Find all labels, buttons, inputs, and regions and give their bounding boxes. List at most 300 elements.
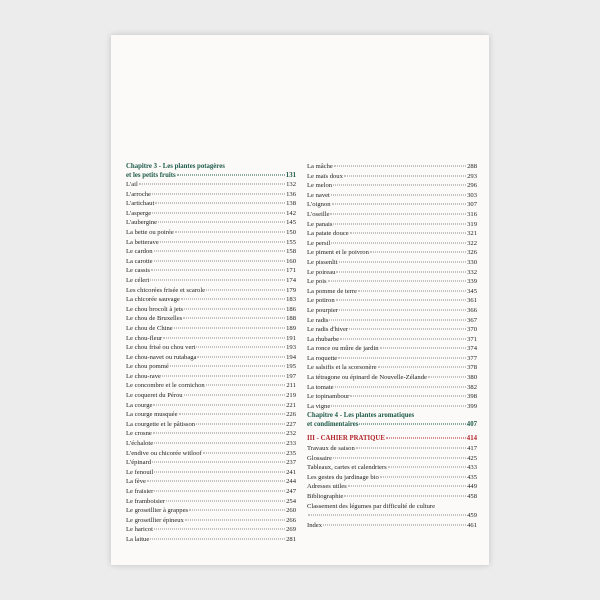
dot-leader [206,385,286,386]
dot-leader [183,318,285,319]
toc-entry [307,268,477,278]
dot-leader [329,319,466,320]
toc-entry [307,363,477,373]
dot-leader [340,338,466,339]
toc-entry-title: L'échalote [126,440,154,448]
toc-entry-page: 367 [467,316,477,324]
index-entry [307,521,477,531]
dot-leader [154,491,285,492]
dot-leader [388,467,466,468]
toc-entry [307,210,477,220]
dot-leader [181,299,285,300]
toc-entry-title: Le poireau [307,268,336,276]
toc-entry [126,238,296,248]
toc-entry [307,383,477,393]
dot-leader [196,423,285,424]
toc-entry [126,506,296,516]
toc-entry [307,335,477,345]
toc-entry [126,266,296,276]
toc-entry [126,381,296,391]
toc-entry-page: 266 [286,516,296,524]
toc-entry-page: 189 [286,324,296,332]
toc-entry-title: Le chou de Chine [126,324,173,332]
dot-leader [428,377,466,378]
toc-entry-page: 260 [286,507,296,515]
dot-leader [348,486,466,487]
toc-entry-page: 316 [467,210,477,218]
dot-leader [338,357,466,358]
toc-entry [126,334,296,344]
toc-entry [126,228,296,238]
toc-entry [307,181,477,191]
toc-entry-title: L'artichaut [126,200,155,208]
toc-entry-page: 361 [467,297,477,305]
dot-leader [151,270,285,271]
toc-entry-title: L'épinard [126,459,151,467]
toc-left-items [126,180,296,545]
toc-entry-page: 319 [467,220,477,228]
dot-leader [189,510,285,511]
toc-entry-title: La courge musquée [126,411,178,419]
toc-entry [307,316,477,326]
toc-entry-title: Le persil [307,239,331,247]
toc-entry-page: 303 [467,191,477,199]
toc-entry-title: Adresses utiles [307,483,347,491]
toc-entry-page: 247 [286,488,296,495]
toc-entry-title: Le concombre et le cornichon [126,382,205,390]
toc-entry-page: 183 [286,296,296,304]
toc-entry-page: 221 [286,401,296,409]
toc-entry-page: 269 [286,526,296,534]
toc-entry-page: 227 [286,420,296,428]
dot-leader [344,175,466,176]
toc-entry-title: Le groseillier épineux [126,516,184,524]
toc-entry-page: 194 [286,353,296,361]
toc-entry-title: L'aubergine [126,219,158,227]
toc-entry-page: 380 [467,374,477,382]
toc-entry [307,482,477,492]
toc-entry-title: Le piment et le poivron [307,249,369,257]
toc-entry [126,487,296,497]
toc-entry [126,439,296,449]
classement-page: 459 [467,512,477,520]
toc-entry-page: 136 [286,190,296,198]
toc-entry-title: Les chicorées frisée et scarole [126,286,206,294]
toc-entry-page: 233 [286,440,296,448]
toc-entry-title: La tomate [307,383,334,391]
toc-entry-title: Le melon [307,182,333,190]
dot-leader [170,366,285,367]
toc-entry [307,306,477,316]
toc-entry-title: La pomme de terre [307,287,357,295]
toc-entry-page: 433 [467,464,477,472]
toc-entry-page: 193 [286,344,296,352]
toc-entry [307,373,477,383]
toc-entry-page: 241 [286,468,296,476]
toc-entry-title: La carotte [126,257,153,265]
toc-entry-page: 330 [467,258,477,266]
toc-entry [126,458,296,468]
toc-entry [307,258,477,268]
toc-entry-title: Le chou frisé ou chou vert [126,344,196,352]
toc-entry [126,477,296,487]
toc-entry-title: Le chou-rave [126,372,161,380]
dot-leader [162,375,285,376]
toc-entry-page: 374 [467,345,477,353]
toc-entry-title: L'oignon [307,201,331,209]
toc-entry [307,191,477,201]
toc-entry-title: Le chou-navet ou rutabaga [126,353,197,361]
toc-entry-title: La ronce ou mûre de jardin [307,345,379,353]
toc-entry-title: Le pissenlit [307,258,338,266]
section-cahier-pratique [307,434,477,444]
toc-entry-title: La bette ou poirée [126,228,174,236]
toc-entry-page: 435 [467,473,477,481]
toc-entry-page: 449 [467,483,477,491]
toc-entry-page: 322 [467,239,477,247]
chapter-4-title-line1: Chapitre 4 - Les plantes aromatiques [307,412,415,420]
toc-entry-title: La laitue [126,535,150,543]
toc-entry-page: 150 [286,228,296,236]
dot-leader [153,433,285,434]
toc-entry-title: La rhubarbe [307,335,340,343]
toc-entry-title: La courgette et le pâtisson [126,420,196,428]
dot-leader [378,367,467,368]
toc-entry [126,516,296,526]
toc-entry [307,492,477,502]
toc-entry [126,295,296,305]
dot-leader [359,424,465,425]
toc-entry-title: Le radis d'hiver [307,326,349,334]
toc-entry-title: Le maïs doux [307,172,343,180]
toc-entry-page: 458 [467,493,477,500]
toc-entry-page: 132 [286,181,296,188]
toc-entry-title: Le fraisier [126,488,154,495]
toc-entry [307,239,477,249]
toc-entry-title: Le haricot [126,526,153,534]
toc-entry-title: Travaux de saison [307,445,355,453]
dot-leader [174,327,285,328]
dot-leader [350,233,466,234]
chapter-4-page: 407 [466,421,477,429]
classement-title: Classement des légumes par difficulté de culture [307,502,436,510]
toc-entry-page: 288 [467,163,477,170]
toc-entry-title: Bibliographie [307,493,344,500]
toc-entry [126,276,296,286]
toc-entry-title: Le coqueret du Pérou [126,392,183,400]
dot-leader [154,471,285,472]
toc-entry-page: 211 [286,382,296,390]
toc-entry-title: La betterave [126,238,159,246]
toc-entry-title: La roquette [307,354,338,362]
toc-entry [307,392,477,402]
dot-leader [308,515,466,516]
toc-entry-page: 398 [467,393,477,401]
index-title: Index [307,521,323,529]
dot-leader [335,386,467,387]
toc-entry-page: 382 [467,383,477,391]
dot-leader [203,452,285,453]
toc-entry-page: 179 [286,286,296,294]
toc-entry [126,429,296,439]
dot-leader [177,175,285,176]
toc-entry [126,324,296,334]
dot-leader [179,414,286,415]
dot-leader [339,309,466,310]
index-page: 461 [467,521,477,529]
toc-entry-title: L'asperge [126,209,152,217]
dot-leader [331,194,466,195]
classement-entry [307,511,477,521]
toc-entry-page: 142 [286,209,296,217]
toc-entry-page: 191 [286,334,296,342]
dot-leader [334,166,466,167]
toc-entry-title: Le radis [307,316,329,324]
toc-entry [126,218,296,228]
dot-leader [330,213,466,214]
dot-leader [333,457,466,458]
toc-entry-page: 188 [286,315,296,323]
dot-leader [166,500,285,501]
toc-entry-title: Le topinambour [307,393,350,401]
dot-leader [380,348,467,349]
toc-entry-title: Le chou pommé [126,363,169,371]
section-title: III - CAHIER PRATIQUE [307,435,385,443]
toc-entry-page: 293 [467,172,477,180]
dot-leader [147,481,285,482]
chapter-3-page: 131 [285,172,296,179]
toc-entry-title: Glossaire [307,454,332,462]
toc-entry-page: 321 [467,230,477,238]
toc-entry [307,444,477,454]
toc-entry [126,286,296,296]
toc-entry-page: 339 [467,278,477,286]
toc-entry-title: Le framboisier [126,497,165,505]
toc-entry-title: Le potiron [307,297,335,305]
toc-entry-page: 377 [467,354,477,362]
dot-leader [206,289,285,290]
toc-entry-page: 171 [286,267,296,275]
toc-entry-page: 160 [286,257,296,265]
toc-entry-page: 366 [467,306,477,314]
chapter-3-title-line2: et les petits fruits [126,172,176,179]
chapter-4-entry [307,420,477,429]
toc-entry [126,353,296,363]
toc-entry [307,354,477,364]
toc-entry-page: 254 [286,497,296,505]
toc-entry-page: 226 [286,411,296,419]
toc-entry-title: Le chou de Bruxelles [126,315,183,323]
toc-entry-title: Le navet [307,191,330,199]
dot-leader [153,404,285,405]
toc-entry-page: 371 [467,335,477,343]
toc-entry [307,162,477,172]
dot-leader [152,212,285,213]
toc-entry-page: 332 [467,268,477,276]
dot-leader [380,476,466,477]
dot-leader [332,204,467,205]
toc-entry [307,220,477,230]
dot-leader [197,356,285,357]
toc-entry [307,344,477,354]
toc-entry [126,401,296,411]
toc-entry-title: La fève [126,478,146,486]
dot-leader [331,242,466,243]
dot-leader [160,241,285,242]
toc-entry-page: 237 [286,459,296,467]
toc-entry-title: La patate douce [307,230,349,238]
dot-leader [154,529,285,530]
toc-entry [126,420,296,430]
toc-entry [126,525,296,535]
toc-entry-title: La vigne [307,402,331,410]
dot-leader [158,222,285,223]
toc-entry-title: Le cardon [126,248,153,256]
toc-entry [307,463,477,473]
toc-entry-page: 345 [467,287,477,295]
toc-entry [126,449,296,459]
dot-leader [349,329,466,330]
toc-entry [307,454,477,464]
dot-leader [154,443,285,444]
toc-entry-page: 235 [286,449,296,457]
book-page [111,35,489,565]
toc-entry [126,535,296,545]
toc-entry-title: Le groseillier à grappes [126,507,189,515]
toc-entry [126,190,296,200]
toc-entry-page: 219 [286,392,296,400]
dot-leader [339,261,467,262]
toc-entry-page: 244 [286,478,296,486]
toc-entry-page: 174 [286,276,296,284]
toc-entry-title: Le céleri [126,276,150,284]
toc-entry-page: 155 [286,238,296,246]
dot-leader [154,260,286,261]
dot-leader [336,271,466,272]
toc-entry-page: 370 [467,326,477,334]
toc-left-column [126,162,296,545]
chapter-4-title-line2: et condimentaires [307,421,359,429]
toc-entry-title: Le chou-fleur [126,334,163,342]
toc-entry-title: La chicorée sauvage [126,296,180,304]
toc-entry [307,248,477,258]
dot-leader [152,462,285,463]
toc-practical-items [307,444,477,502]
toc-entry [307,229,477,239]
dot-leader [370,252,466,253]
toc-entry-title: Le fenouil [126,468,154,476]
dot-leader [356,448,466,449]
dot-leader [152,193,285,194]
dot-leader [150,279,285,280]
toc-entry-page: 197 [286,372,296,380]
dot-leader [184,395,286,396]
toc-entry [126,372,296,382]
toc-entry [126,209,296,219]
toc-entry [126,180,296,190]
dot-leader [336,300,466,301]
toc-entry [126,410,296,420]
toc-entry-title: Tableaux, cartes et calendriers [307,464,387,472]
toc-entry-title: Le cassis [126,267,150,275]
toc-entry [307,277,477,287]
toc-entry [126,362,296,372]
toc-entry [126,247,296,257]
toc-entry-page: 425 [467,454,477,462]
toc-entry-title: Le panais [307,220,333,228]
toc-entry-title: Le pois [307,278,327,286]
toc-entry-title: La courge [126,401,153,409]
dot-leader [175,231,285,232]
toc-entry-title: L'oseille [307,210,330,218]
dot-leader [185,519,285,520]
toc-entry-page: 232 [286,430,296,438]
toc-entry [126,199,296,209]
toc-entry [126,468,296,478]
dot-leader [184,308,285,309]
toc-entry-title: L'arroche [126,190,151,198]
toc-entry-title: Le salsifis et la scorsonère [307,364,377,372]
toc-entry-page: 399 [467,402,477,410]
toc-entry-title: La mâche [307,163,333,170]
dot-leader [154,251,286,252]
dot-leader [163,337,285,338]
toc-entry [126,497,296,507]
toc-entry-page: 296 [467,182,477,190]
toc-entry [307,473,477,483]
toc-entry-title: Les gestes du jardinage bio [307,473,379,481]
toc-entry-title: Le crosne [126,430,152,438]
section-page: 414 [466,435,477,443]
dot-leader [350,396,466,397]
toc-entry-page: 186 [286,305,296,313]
toc-entry [126,391,296,401]
toc-right-items [307,162,477,411]
toc-entry [307,296,477,306]
toc-entry-title: L'endive ou chicorée witloof [126,449,202,457]
toc-entry-page: 195 [286,363,296,371]
dot-leader [333,185,466,186]
dot-leader [139,184,285,185]
toc-entry [307,200,477,210]
toc-entry-page: 281 [286,535,296,543]
dot-leader [331,405,466,406]
toc-entry-page: 378 [467,364,477,372]
dot-leader [155,203,285,204]
toc-entry-page: 307 [467,201,477,209]
toc-entry [307,325,477,335]
toc-entry [307,287,477,297]
toc-entry-title: La tétragone ou épinard de Nouvelle-Zélande [307,374,427,382]
toc-entry [307,172,477,182]
toc-right-column [307,162,477,530]
dot-leader [358,290,466,291]
toc-entry-title: Le pourpier [307,306,338,314]
chapter-3-entry [126,171,296,180]
toc-entry-page: 145 [286,219,296,227]
toc-entry [307,402,477,412]
dot-leader [344,496,466,497]
toc-entry-page: 158 [286,248,296,256]
toc-entry [126,343,296,353]
toc-entry [126,314,296,324]
dot-leader [323,524,466,525]
toc-entry [126,305,296,315]
toc-entry-title: L'ail [126,181,138,188]
dot-leader [333,223,466,224]
dot-leader [328,281,467,282]
chapter-3-title-line1: Chapitre 3 - Les plantes potagères [126,163,225,170]
